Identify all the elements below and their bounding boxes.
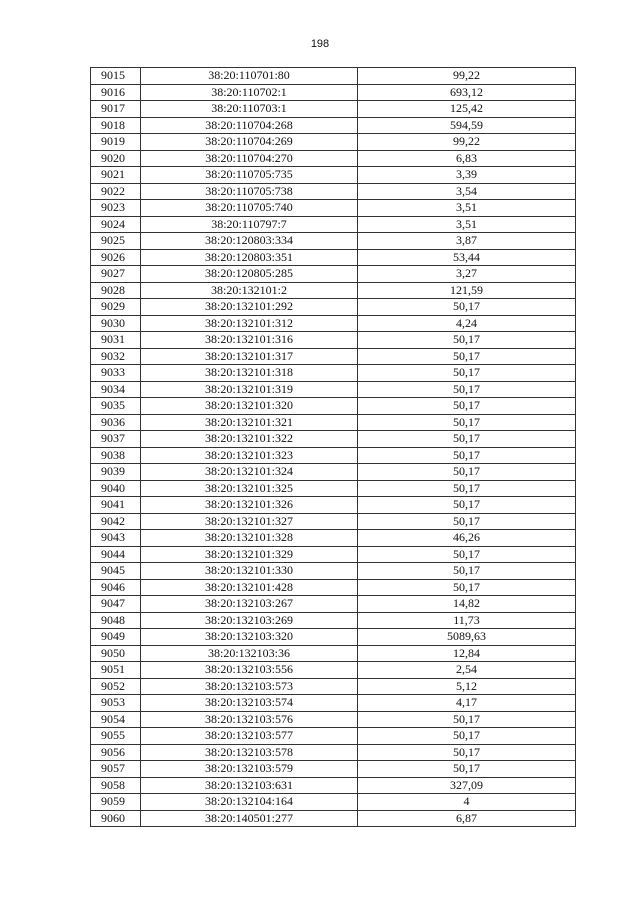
area-value-cell: 46,26: [358, 530, 576, 547]
cadastral-number-cell: 38:20:140501:277: [141, 810, 358, 827]
area-value-cell: 50,17: [358, 464, 576, 481]
area-value-cell: 4,24: [358, 315, 576, 332]
table-row: [91, 348, 576, 365]
cadastral-number-cell: 38:20:132101:321: [141, 414, 358, 431]
area-value-cell: 99,22: [358, 68, 576, 85]
cadastral-number-cell: 38:20:132101:428: [141, 579, 358, 596]
row-number-cell: 9040: [91, 480, 141, 497]
area-value-cell: 50,17: [358, 348, 576, 365]
row-number-cell: 9050: [91, 645, 141, 662]
table-row: [91, 513, 576, 530]
table-row: [91, 249, 576, 266]
area-value-cell: 12,84: [358, 645, 576, 662]
table-row: [91, 711, 576, 728]
area-value-cell: 3,39: [358, 167, 576, 184]
area-value-cell: 6,83: [358, 150, 576, 167]
row-number-cell: 9018: [91, 117, 141, 134]
area-value-cell: 53,44: [358, 249, 576, 266]
row-number-cell: 9036: [91, 414, 141, 431]
area-value-cell: 50,17: [358, 744, 576, 761]
cadastral-number-cell: 38:20:110701:80: [141, 68, 358, 85]
page-number: 198: [310, 38, 330, 50]
table-row: [91, 167, 576, 184]
cadastral-number-cell: 38:20:132103:573: [141, 678, 358, 695]
table-row: [91, 117, 576, 134]
row-number-cell: 9027: [91, 266, 141, 283]
table-row: [91, 381, 576, 398]
table-row: [91, 645, 576, 662]
cadastral-number-cell: 38:20:132103:36: [141, 645, 358, 662]
cadastral-number-cell: 38:20:132101:318: [141, 365, 358, 382]
row-number-cell: 9055: [91, 728, 141, 745]
cadastral-number-cell: 38:20:132104:164: [141, 794, 358, 811]
row-number-cell: 9041: [91, 497, 141, 514]
table-row: [91, 480, 576, 497]
row-number-cell: 9028: [91, 282, 141, 299]
table-row: [91, 530, 576, 547]
area-value-cell: 5,12: [358, 678, 576, 695]
area-value-cell: 3,27: [358, 266, 576, 283]
cadastral-number-cell: 38:20:132103:556: [141, 662, 358, 679]
row-number-cell: 9059: [91, 794, 141, 811]
cadastral-number-cell: 38:20:132101:2: [141, 282, 358, 299]
row-number-cell: 9035: [91, 398, 141, 415]
cadastral-number-cell: 38:20:132101:328: [141, 530, 358, 547]
area-value-cell: 693,12: [358, 84, 576, 101]
row-number-cell: 9025: [91, 233, 141, 250]
area-value-cell: 327,09: [358, 777, 576, 794]
area-value-cell: 50,17: [358, 365, 576, 382]
table-row: [91, 761, 576, 778]
area-value-cell: 3,51: [358, 200, 576, 217]
cadastral-number-cell: 38:20:132101:292: [141, 299, 358, 316]
cadastral-number-cell: 38:20:132103:574: [141, 695, 358, 712]
table-row: [91, 68, 576, 85]
table-row: [91, 777, 576, 794]
area-value-cell: 3,51: [358, 216, 576, 233]
table-row: [91, 662, 576, 679]
row-number-cell: 9033: [91, 365, 141, 382]
table-row: [91, 398, 576, 415]
cadastral-number-cell: 38:20:120805:285: [141, 266, 358, 283]
cadastral-number-cell: 38:20:132103:578: [141, 744, 358, 761]
table-row: [91, 563, 576, 580]
table-row: [91, 315, 576, 332]
area-value-cell: 50,17: [358, 431, 576, 448]
row-number-cell: 9053: [91, 695, 141, 712]
table-row: [91, 134, 576, 151]
table-row: [91, 447, 576, 464]
table-row: [91, 299, 576, 316]
row-number-cell: 9020: [91, 150, 141, 167]
table-row: [91, 365, 576, 382]
area-value-cell: 4,17: [358, 695, 576, 712]
row-number-cell: 9042: [91, 513, 141, 530]
area-value-cell: 14,82: [358, 596, 576, 613]
cadastral-number-cell: 38:20:132101:316: [141, 332, 358, 349]
cadastral-number-cell: 38:20:132101:327: [141, 513, 358, 530]
table-row: [91, 695, 576, 712]
row-number-cell: 9032: [91, 348, 141, 365]
cadastral-number-cell: 38:20:132103:267: [141, 596, 358, 613]
cadastral-number-cell: 38:20:132103:577: [141, 728, 358, 745]
area-value-cell: 50,17: [358, 563, 576, 580]
area-value-cell: 2,54: [358, 662, 576, 679]
row-number-cell: 9024: [91, 216, 141, 233]
table-row: [91, 332, 576, 349]
area-value-cell: 3,87: [358, 233, 576, 250]
cadastral-number-cell: 38:20:120803:334: [141, 233, 358, 250]
cadastral-number-cell: 38:20:110704:269: [141, 134, 358, 151]
cadastral-number-cell: 38:20:132101:324: [141, 464, 358, 481]
table-row: [91, 150, 576, 167]
row-number-cell: 9037: [91, 431, 141, 448]
area-value-cell: 121,59: [358, 282, 576, 299]
area-value-cell: 50,17: [358, 447, 576, 464]
area-value-cell: 50,17: [358, 761, 576, 778]
area-value-cell: 99,22: [358, 134, 576, 151]
area-value-cell: 594,59: [358, 117, 576, 134]
table-row: [91, 101, 576, 118]
table-body: [91, 68, 576, 827]
cadastral-table: [90, 67, 576, 827]
table-row: [91, 84, 576, 101]
area-value-cell: 4: [358, 794, 576, 811]
row-number-cell: 9054: [91, 711, 141, 728]
row-number-cell: 9016: [91, 84, 141, 101]
table-row: [91, 579, 576, 596]
row-number-cell: 9047: [91, 596, 141, 613]
area-value-cell: 11,73: [358, 612, 576, 629]
row-number-cell: 9052: [91, 678, 141, 695]
area-value-cell: 50,17: [358, 480, 576, 497]
cadastral-number-cell: 38:20:132103:576: [141, 711, 358, 728]
area-value-cell: 6,87: [358, 810, 576, 827]
row-number-cell: 9051: [91, 662, 141, 679]
table-row: [91, 414, 576, 431]
table-row: [91, 612, 576, 629]
row-number-cell: 9060: [91, 810, 141, 827]
area-value-cell: 50,17: [358, 513, 576, 530]
area-value-cell: 50,17: [358, 398, 576, 415]
area-value-cell: 50,17: [358, 299, 576, 316]
area-value-cell: 50,17: [358, 332, 576, 349]
cadastral-number-cell: 38:20:132103:269: [141, 612, 358, 629]
table-row: [91, 546, 576, 563]
table-row: [91, 678, 576, 695]
cadastral-number-cell: 38:20:132101:329: [141, 546, 358, 563]
row-number-cell: 9031: [91, 332, 141, 349]
cadastral-number-cell: 38:20:132101:312: [141, 315, 358, 332]
cadastral-number-cell: 38:20:110705:738: [141, 183, 358, 200]
row-number-cell: 9056: [91, 744, 141, 761]
table-row: [91, 629, 576, 646]
row-number-cell: 9019: [91, 134, 141, 151]
area-value-cell: 50,17: [358, 728, 576, 745]
row-number-cell: 9030: [91, 315, 141, 332]
cadastral-number-cell: 38:20:120803:351: [141, 249, 358, 266]
cadastral-number-cell: 38:20:132103:320: [141, 629, 358, 646]
area-value-cell: 50,17: [358, 381, 576, 398]
row-number-cell: 9029: [91, 299, 141, 316]
area-value-cell: 5089,63: [358, 629, 576, 646]
table-row: [91, 464, 576, 481]
area-value-cell: 50,17: [358, 711, 576, 728]
table-row: [91, 200, 576, 217]
area-value-cell: 50,17: [358, 579, 576, 596]
cadastral-number-cell: 38:20:132101:330: [141, 563, 358, 580]
cadastral-number-cell: 38:20:110705:740: [141, 200, 358, 217]
row-number-cell: 9021: [91, 167, 141, 184]
cadastral-number-cell: 38:20:110702:1: [141, 84, 358, 101]
table-row: [91, 794, 576, 811]
area-value-cell: 50,17: [358, 414, 576, 431]
table-row: [91, 431, 576, 448]
row-number-cell: 9026: [91, 249, 141, 266]
cadastral-number-cell: 38:20:110705:735: [141, 167, 358, 184]
area-value-cell: 125,42: [358, 101, 576, 118]
cadastral-number-cell: 38:20:110704:270: [141, 150, 358, 167]
cadastral-number-cell: 38:20:132103:579: [141, 761, 358, 778]
table-row: [91, 282, 576, 299]
cadastral-number-cell: 38:20:132101:322: [141, 431, 358, 448]
cadastral-number-cell: 38:20:110704:268: [141, 117, 358, 134]
row-number-cell: 9015: [91, 68, 141, 85]
row-number-cell: 9043: [91, 530, 141, 547]
row-number-cell: 9017: [91, 101, 141, 118]
cadastral-number-cell: 38:20:132101:317: [141, 348, 358, 365]
table-row: [91, 497, 576, 514]
row-number-cell: 9039: [91, 464, 141, 481]
table-row: [91, 266, 576, 283]
row-number-cell: 9057: [91, 761, 141, 778]
table-row: [91, 233, 576, 250]
row-number-cell: 9049: [91, 629, 141, 646]
table-row: [91, 183, 576, 200]
row-number-cell: 9046: [91, 579, 141, 596]
cadastral-number-cell: 38:20:132103:631: [141, 777, 358, 794]
area-value-cell: 50,17: [358, 497, 576, 514]
cadastral-number-cell: 38:20:132101:325: [141, 480, 358, 497]
table-row: [91, 596, 576, 613]
table-row: [91, 810, 576, 827]
cadastral-number-cell: 38:20:132101:323: [141, 447, 358, 464]
cadastral-number-cell: 38:20:132101:320: [141, 398, 358, 415]
row-number-cell: 9022: [91, 183, 141, 200]
row-number-cell: 9038: [91, 447, 141, 464]
table-row: [91, 744, 576, 761]
table-row: [91, 216, 576, 233]
row-number-cell: 9045: [91, 563, 141, 580]
row-number-cell: 9023: [91, 200, 141, 217]
row-number-cell: 9058: [91, 777, 141, 794]
cadastral-number-cell: 38:20:110797:7: [141, 216, 358, 233]
table-row: [91, 728, 576, 745]
row-number-cell: 9034: [91, 381, 141, 398]
row-number-cell: 9044: [91, 546, 141, 563]
cadastral-number-cell: 38:20:132101:319: [141, 381, 358, 398]
area-value-cell: 3,54: [358, 183, 576, 200]
area-value-cell: 50,17: [358, 546, 576, 563]
cadastral-number-cell: 38:20:132101:326: [141, 497, 358, 514]
cadastral-number-cell: 38:20:110703:1: [141, 101, 358, 118]
row-number-cell: 9048: [91, 612, 141, 629]
